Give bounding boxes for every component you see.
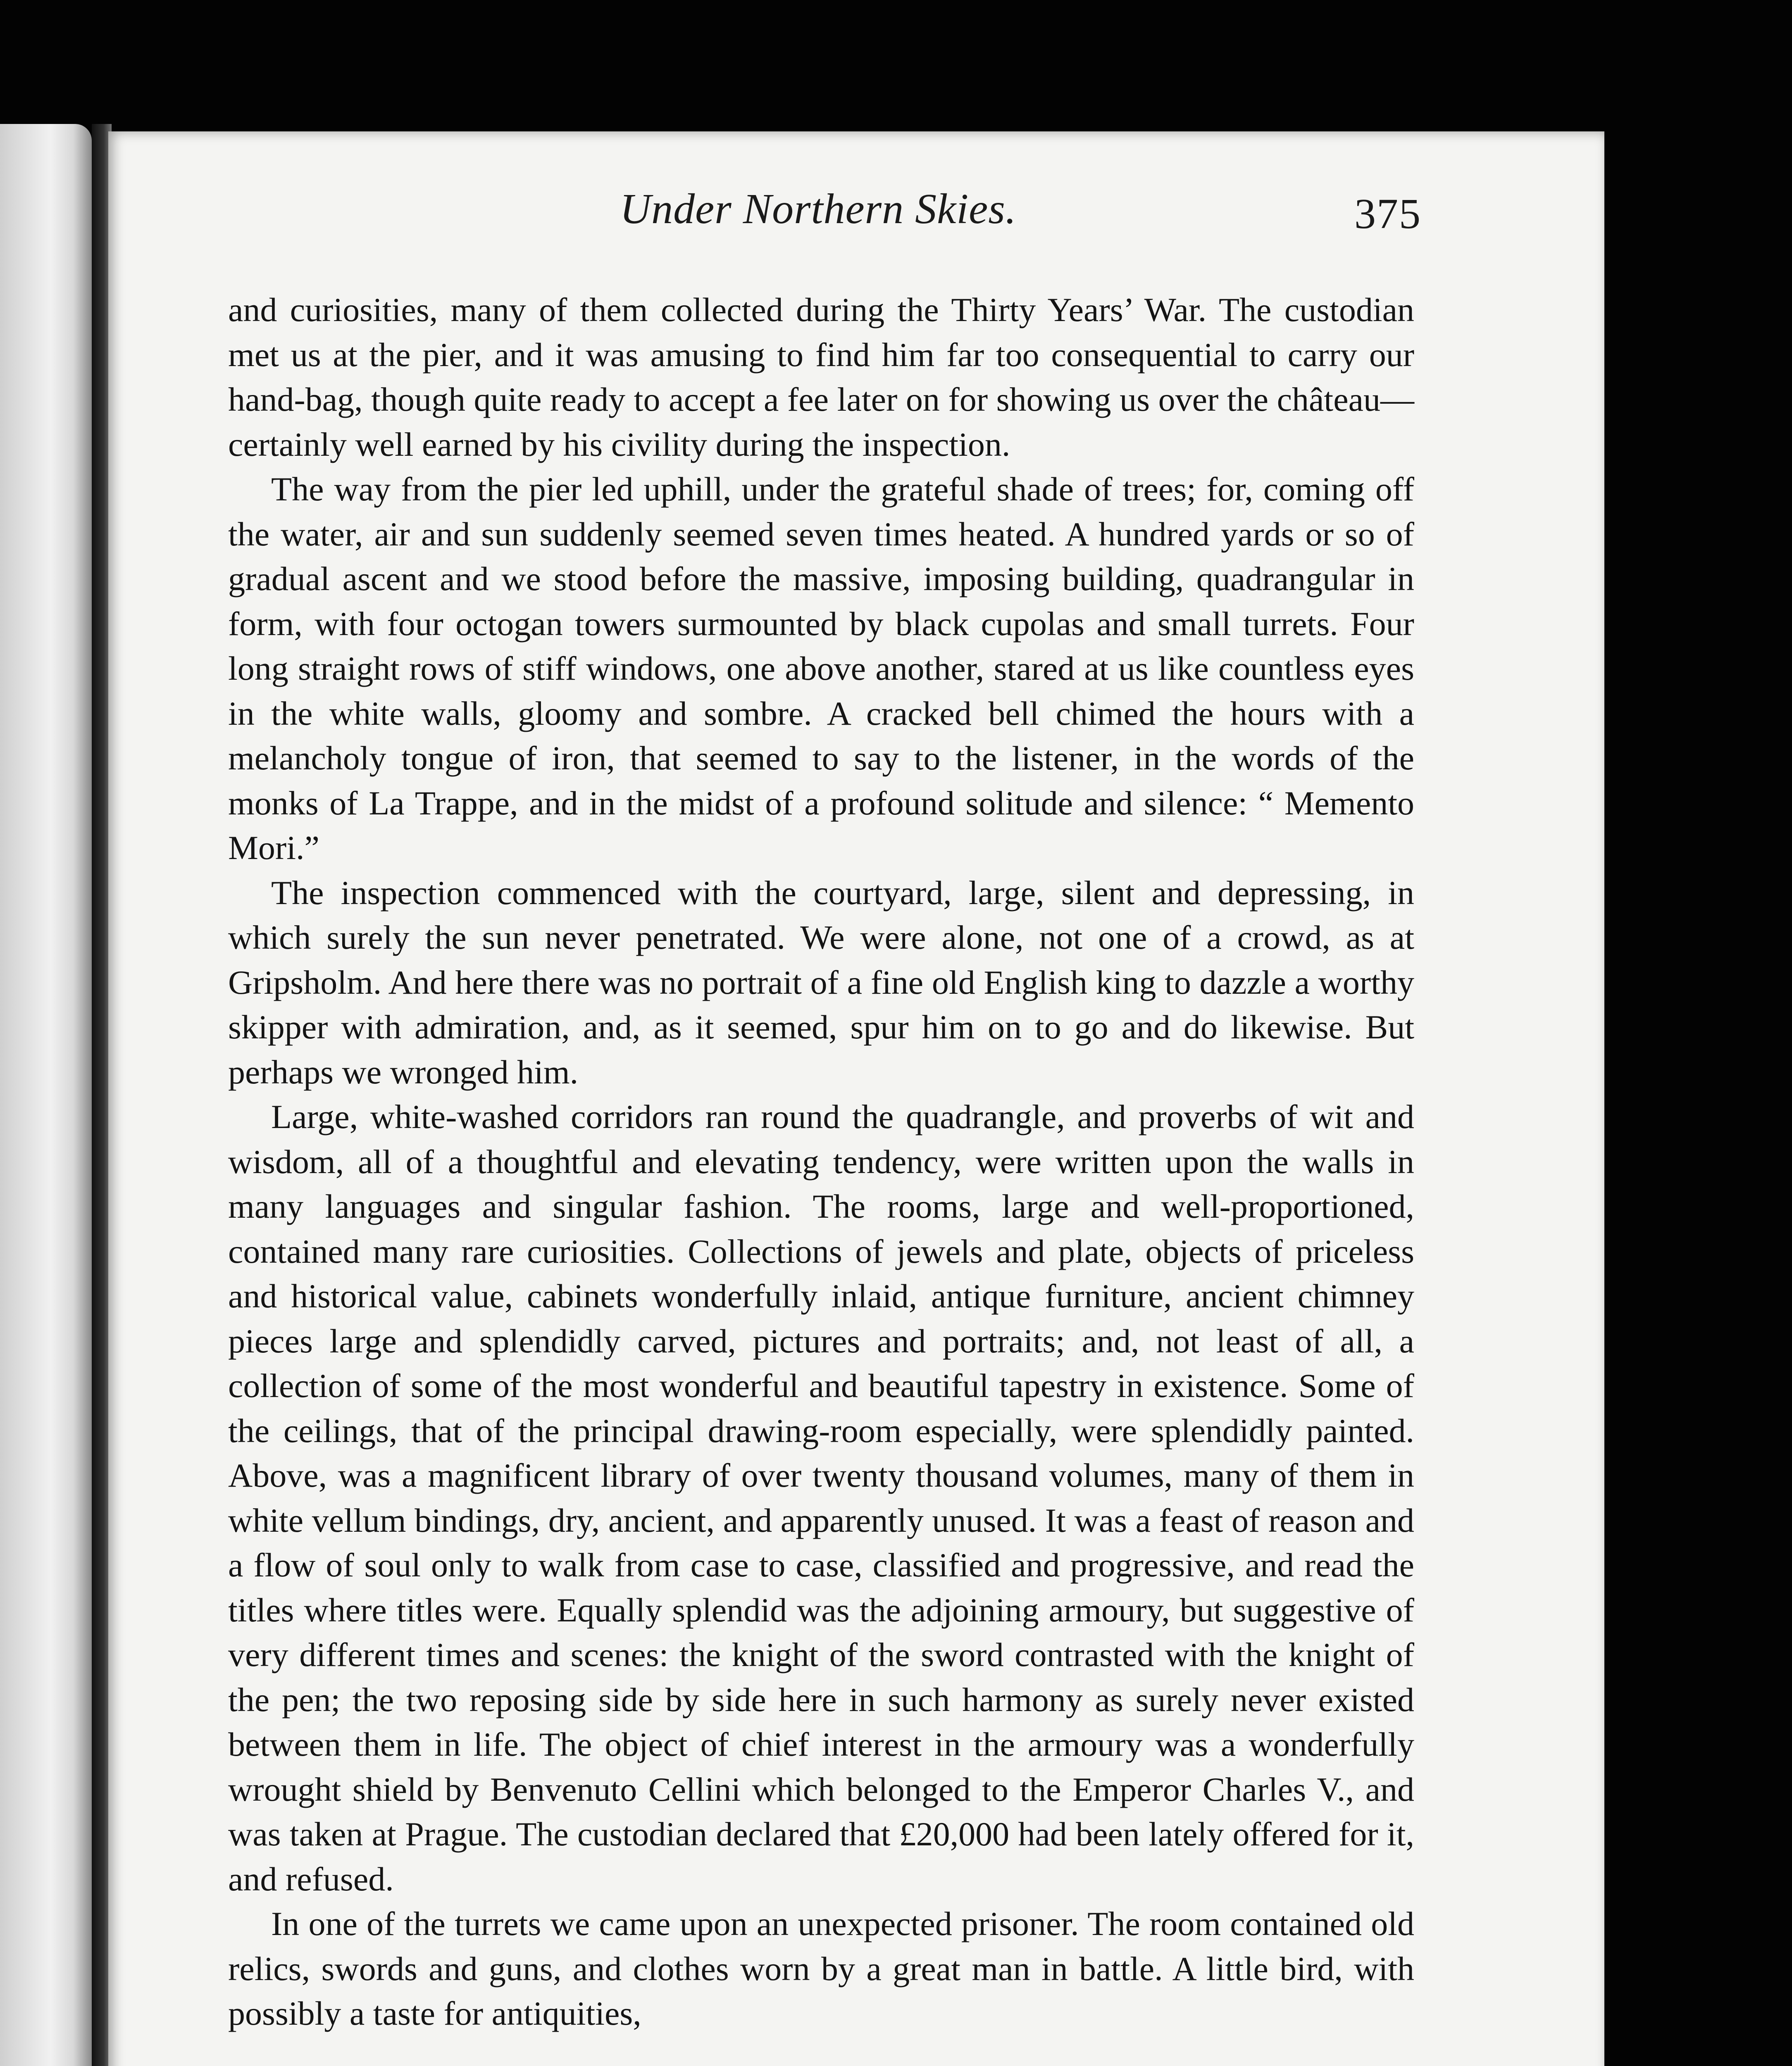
paragraph: In one of the turrets we came upon an unexpected prisoner. The room contained old relics, swords and guns, and clothes worn by a great man in battle. A little bird, with possibly a taste for antiquities, xyxy=(228,1905,1414,2032)
left-facing-page-edge xyxy=(0,124,92,2066)
running-head xyxy=(108,184,1604,246)
running-title: Under Northern Skies. xyxy=(620,185,1017,233)
body-text xyxy=(228,288,1414,2036)
paragraph-continued: and curiosities, many of them collected during the Thirty Years’ War. The custodian met us at the pier, and it was amusing to find him far too consequential to carry our hand-bag, though quite ready to accept a fee later on for showing us over the château—certainly well earned by his civility during the inspection. xyxy=(228,291,1414,463)
page-number: 375 xyxy=(1354,190,1421,238)
paragraph: The inspection commenced with the courtyard, large, silent and depressing, in which surely the sun never penetrated. We were alone, not one of a crowd, as at Gripsholm. And here there was no portrait of a fine old English king to dazzle a worthy skipper with admiration, and, as it seemed, spur him on to go and do likewise. But perhaps we wronged him. xyxy=(228,874,1414,1091)
paragraph: Large, white-washed corridors ran round the quadrangle, and proverbs of wit and wisdom, all of a thoughtful and elevating tendency, were written upon the walls in many languages and singular fashion. The rooms, large and well-proportioned, contained many rare curiosities. Collections of jewels and plate, objects of priceless and historical value, cabinets wonderfully inlaid, antique furniture, ancient chimney pieces large and splendidly carved, pictures and portraits; and, not least of all, a collection of some of the most wonderful and beautiful tapestry in existence. Some of the ceilings, that of the principal drawing-room especially, were splendidly painted. Above, was a magnificent library of over twenty thousand volumes, many of them in white vellum bindings, dry, ancient, and apparently unused. It was a feast of reason and a flow of soul only to walk from case to case, classified and progressive, and read the titles where titles were. Equally splendid was the adjoining armoury, but suggestive of very different times and scenes: the knight of the sword contrasted with the knight of the pen; the two reposing side by side here in such harmony as surely never existed between them in life. The object of chief interest in the armoury was a wonderfully wrought shield by Benvenuto Cellini which belonged to the Emperor Charles V., and was taken at Prague. The custodian declared that £20,000 had been lately offered for it, and refused. xyxy=(228,1098,1414,1898)
book-page xyxy=(108,131,1604,2066)
paragraph: The way from the pier led uphill, under the grateful shade of trees; for, coming off the water, air and sun suddenly seemed seven times heated. A hundred yards or so of gradual ascent and we stood before the massive, imposing building, quadrangular in form, with four octogan towers surmounted by black cupolas and small turrets. Four long straight rows of stiff windows, one above another, stared at us like countless eyes in the white walls, gloomy and sombre. A cracked bell chimed the hours with a melancholy tongue of iron, that seemed to say to the listener, in the words of the monks of La Trappe, and in the midst of a profound solitude and silence: “ Memento Mori.” xyxy=(228,470,1414,866)
